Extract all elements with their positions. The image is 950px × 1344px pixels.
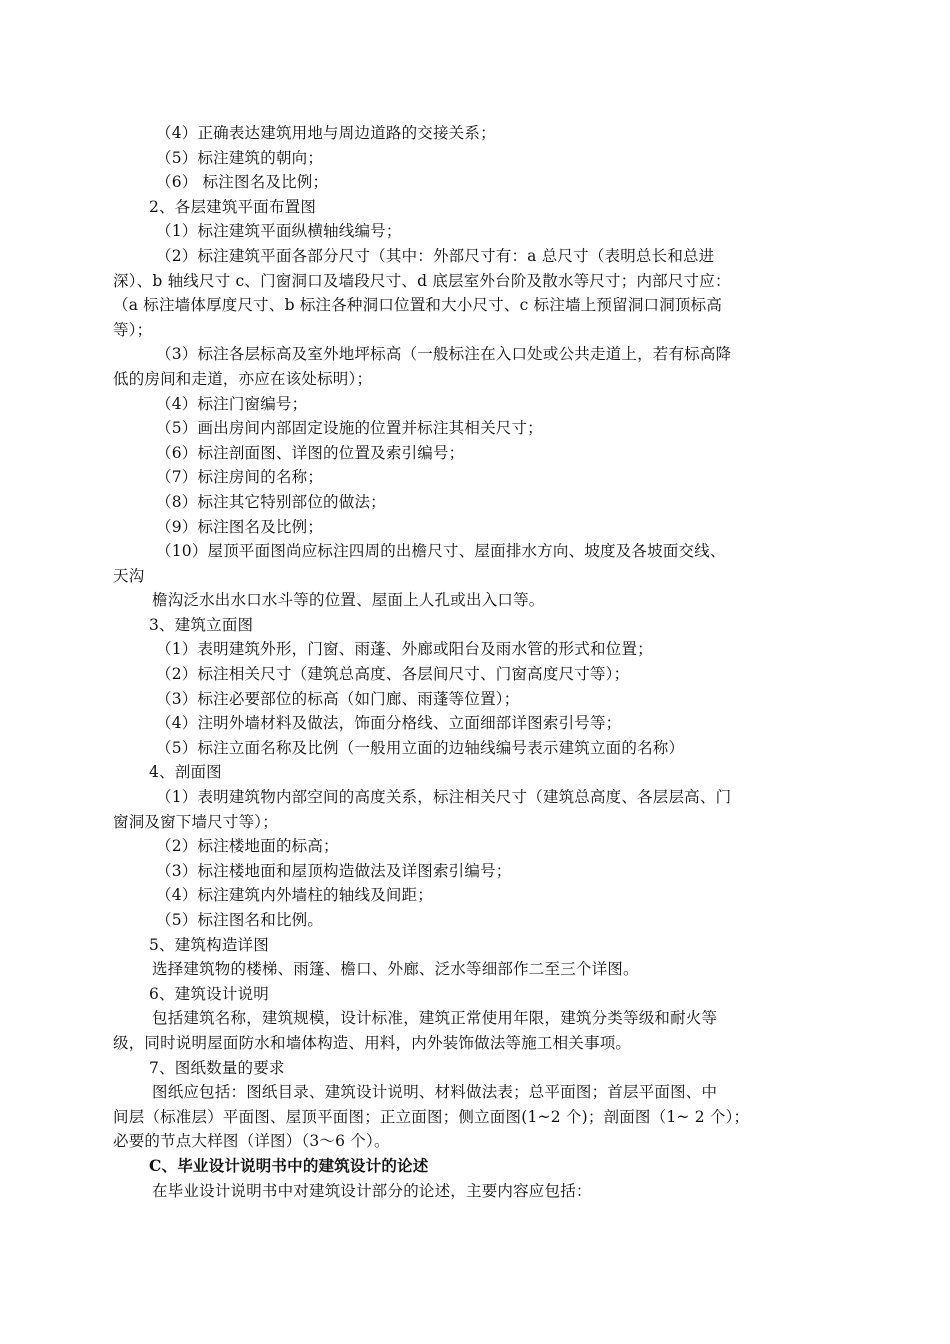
text-line: （9）标注图名及比例；	[156, 517, 324, 536]
text-line: （1）表明建筑外形，门窗、雨蓬、外廊或阳台及雨水管的形式和位置；	[156, 640, 653, 659]
section-heading: 7、图纸数量的要求	[149, 1058, 285, 1077]
text-line: （3）标注楼地面和屋顶构造做法及详图索引编号；	[156, 861, 512, 880]
text-line: （7）标注房间的名称；	[156, 468, 324, 487]
text-line: 在毕业设计说明书中对建筑设计部分的论述，主要内容应包括：	[152, 1181, 592, 1200]
text-line: （4）标注门窗编号；	[156, 394, 308, 413]
text-line: （6） 标注图名及比例；	[156, 173, 329, 192]
text-line: 檐沟泛水出水口水斗等的位置、屋面上人孔或出入口等。	[152, 591, 545, 610]
text-line: 级，同时说明屋面防水和墙体构造、用料，内外装饰做法等施工相关事项。	[113, 1033, 632, 1052]
text-line: （6）标注剖面图、详图的位置及索引编号；	[156, 443, 465, 462]
section-heading: 5、建筑构造详图	[149, 935, 269, 954]
text-line: 深）、b 轴线尺寸 c、门窗洞口及墙段尺寸、d 底层室外台阶及散水等尺寸；内部尺寸应：	[113, 271, 731, 290]
text-line: 等）；	[113, 320, 153, 339]
text-line: （4）标注建筑内外墙柱的轴线及间距；	[156, 886, 433, 905]
text-line: 间层（标准层）平面图、屋顶平面图；正立面图；侧立面图(1~2 个)；剖面图（1~ 2 个）；	[113, 1107, 750, 1126]
document-body	[113, 121, 858, 1203]
text-line: （10）屋顶平面图尚应标注四周的出檐尺寸、屋面排水方向、坡度及各坡面交线、	[156, 542, 726, 561]
text-line: （2）标注建筑平面各部分尺寸（其中：外部尺寸有：a 总尺寸（表明总长和总进	[156, 246, 715, 265]
section-heading: 4、剖面图	[149, 763, 222, 782]
text-line: （2）标注楼地面的标高；	[156, 837, 339, 856]
text-line: （a 标注墙体厚度尺寸、b 标注各种洞口位置和大小尺寸、c 标注墙上预留洞口洞顶标高	[113, 296, 723, 315]
text-line: 选择建筑物的楼梯、雨篷、檐口、外廊、泛水等细部作二至三个详图。	[152, 960, 639, 979]
section-heading: 6、建筑设计说明	[149, 984, 269, 1003]
text-line: （4）正确表达建筑用地与周边道路的交接关系；	[156, 124, 496, 142]
text-line: （5）标注立面名称及比例（一般用立面的边轴线编号表示建筑立面的名称）	[156, 738, 685, 757]
text-line: （4）注明外墙材料及做法，饰面分格线、立面细部详图索引号等；	[156, 714, 622, 733]
text-line: （1）标注建筑平面纵横轴线编号；	[156, 222, 402, 241]
text-line: （8）标注其它特别部位的做法；	[156, 492, 386, 511]
text-line: （2）标注相关尺寸（建筑总高度、各层间尺寸、门窗高度尺寸等）；	[156, 665, 630, 684]
text-line: 窗洞及窗下墙尺寸等）；	[113, 812, 278, 831]
text-line: 包括建筑名称，建筑规模，设计标准，建筑正常使用年限，建筑分类等级和耐火等	[152, 1009, 718, 1028]
text-line: （3）标注各层标高及室外地坪标高（一般标注在入口处或公共走道上，若有标高降	[156, 345, 732, 364]
section-heading: 2、各层建筑平面布置图	[149, 197, 317, 216]
text-line: （5）画出房间内部固定设施的位置并标注其相关尺寸；	[156, 419, 543, 438]
text-line: 低的房间和走道，亦应在该处标明）；	[113, 369, 373, 388]
text-line: 图纸应包括：图纸目录、建筑设计说明、材料做法表；总平面图；首层平面图、中	[152, 1083, 718, 1102]
text-line: （5）标注图名和比例。	[156, 911, 324, 929]
section-heading: 3、建筑立面图	[149, 615, 254, 634]
section-heading-bold: C、毕业设计说明书中的建筑设计的论述	[149, 1155, 429, 1175]
text-line: 天沟	[113, 566, 145, 585]
text-line: （5）标注建筑的朝向；	[156, 148, 324, 167]
text-line: 必要的节点大样图（详图）（3～6 个）。	[113, 1132, 390, 1151]
text-line: （3）标注必要部位的标高（如门廊、雨蓬等位置）；	[156, 689, 520, 708]
text-line: （1）表明建筑物内部空间的高度关系，标注相关尺寸（建筑总高度、各层层高、门	[156, 788, 732, 807]
